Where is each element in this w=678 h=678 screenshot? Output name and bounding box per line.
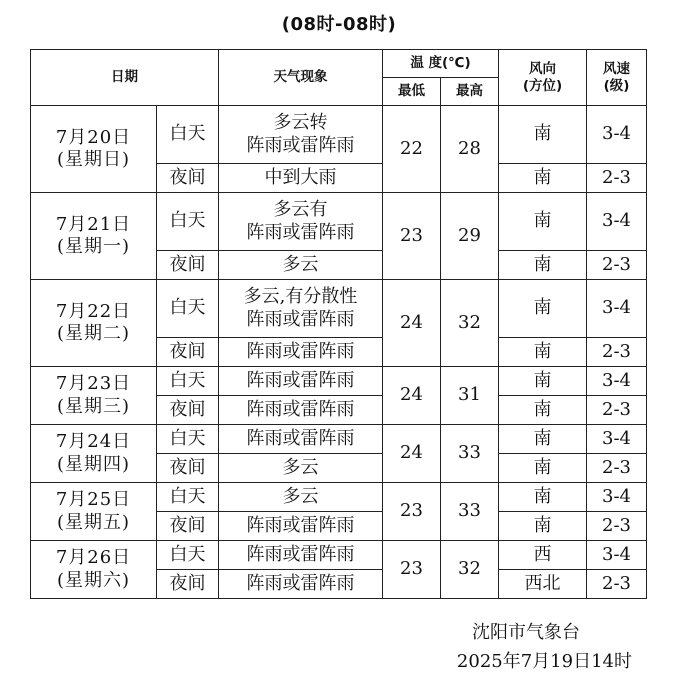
- wind-speed-night: 2-3: [587, 570, 647, 599]
- weather-night-cell: [219, 570, 383, 599]
- period-day-label: 白天: [157, 425, 219, 454]
- header-temperature: 温 度(℃): [383, 50, 499, 78]
- weather-day-cell: [219, 193, 383, 251]
- weather-line: 阵雨或雷阵雨: [246, 514, 355, 536]
- forecast-row-day: [31, 367, 647, 396]
- forecast-table-header: [31, 50, 647, 106]
- weather-line: 阵雨或雷阵雨: [246, 427, 355, 449]
- weather-line: 阵雨或雷阵雨: [246, 572, 355, 594]
- header-temp-max: 最高: [441, 78, 499, 106]
- header-wind-speed-unit: (级): [603, 77, 630, 94]
- wind-speed-day: 3-4: [587, 541, 647, 570]
- wind-speed-night: 2-3: [587, 164, 647, 193]
- temp-min-value: 23: [383, 483, 441, 541]
- date-cell: [31, 425, 157, 483]
- temp-max-value: 33: [441, 425, 499, 483]
- wind-direction-night: 南: [499, 512, 587, 541]
- temp-min-value: 22: [383, 106, 441, 193]
- period-night-label: 夜间: [157, 251, 219, 280]
- weather-line: 多云: [282, 485, 319, 507]
- weather-day-cell: [219, 106, 383, 164]
- period-day-label: 白天: [157, 106, 219, 164]
- period-night-label: 夜间: [157, 164, 219, 193]
- wind-speed-day: 3-4: [587, 425, 647, 454]
- weather-night-cell: [219, 164, 383, 193]
- forecast-title: (08时-08时): [281, 14, 397, 35]
- forecast-row-day: [31, 280, 647, 338]
- weather-night-cell: [219, 512, 383, 541]
- weekday-label: (星期三): [56, 395, 131, 417]
- weather-line: 多云: [282, 253, 319, 275]
- period-day-label: 白天: [157, 280, 219, 338]
- weather-night-cell: [219, 396, 383, 425]
- date-label: 7月26日: [55, 547, 132, 568]
- wind-speed-day: 3-4: [587, 483, 647, 512]
- temp-min-value: 24: [383, 280, 441, 367]
- weather-night-cell: [219, 251, 383, 280]
- date-label: 7月25日: [55, 489, 132, 510]
- weather-line: 中到大雨: [264, 166, 337, 188]
- wind-direction-day: 南: [499, 425, 587, 454]
- temp-max-value: 32: [441, 280, 499, 367]
- period-night-label: 夜间: [157, 454, 219, 483]
- period-night-label: 夜间: [157, 338, 219, 367]
- period-night-label: 夜间: [157, 570, 219, 599]
- weekday-label: (星期日): [56, 149, 131, 170]
- forecast-row-day: [31, 425, 647, 454]
- weekday-label: (星期二): [56, 323, 131, 344]
- weather-day-cell: [219, 280, 383, 338]
- temp-min-value: 24: [383, 425, 441, 483]
- header-weather: 天气现象: [219, 50, 383, 106]
- wind-speed-day: 3-4: [587, 193, 647, 251]
- weather-line: 多云转: [273, 112, 328, 133]
- wind-direction-day: 南: [499, 193, 587, 251]
- weather-line: 多云有: [273, 199, 328, 220]
- wind-direction-night: 南: [499, 454, 587, 483]
- forecast-table: [30, 49, 647, 599]
- weather-line: 多云: [282, 456, 319, 478]
- wind-speed-night: 2-3: [587, 512, 647, 541]
- date-cell: [31, 367, 157, 425]
- period-day-label: 白天: [157, 483, 219, 512]
- period-day-label: 白天: [157, 541, 219, 570]
- header-date: 日期: [31, 50, 219, 106]
- wind-speed-day: 3-4: [587, 280, 647, 338]
- wind-speed-night: 2-3: [587, 251, 647, 280]
- temp-max-value: 32: [441, 541, 499, 599]
- weather-day-cell: [219, 425, 383, 454]
- weather-line: 阵雨或雷阵雨: [246, 369, 355, 391]
- weather-night-cell: [219, 454, 383, 483]
- weekday-label: (星期一): [56, 236, 131, 257]
- weather-line: 多云,有分散性: [243, 286, 358, 307]
- wind-direction-night: 南: [499, 338, 587, 367]
- weather-line: 阵雨或雷阵雨: [246, 134, 355, 156]
- weather-line: 阵雨或雷阵雨: [246, 398, 355, 420]
- date-cell: [31, 541, 157, 599]
- wind-direction-night: 南: [499, 251, 587, 280]
- issuer-name: 沈阳市气象台: [472, 622, 580, 643]
- weather-line: 阵雨或雷阵雨: [246, 543, 355, 565]
- wind-speed-night: 2-3: [587, 454, 647, 483]
- date-cell: [31, 483, 157, 541]
- forecast-row-day: [31, 193, 647, 251]
- weather-night-cell: [219, 338, 383, 367]
- wind-direction-night: 西北: [499, 570, 587, 599]
- temp-min-value: 23: [383, 193, 441, 280]
- weekday-label: (星期六): [56, 569, 131, 591]
- forecast-table-body: [31, 106, 647, 599]
- issued-time: 2025年7月19日14时: [456, 651, 632, 672]
- header-wind-speed: [587, 50, 647, 106]
- forecast-row-day: [31, 106, 647, 164]
- wind-direction-day: 南: [499, 106, 587, 164]
- forecast-row-day: [31, 483, 647, 512]
- period-day-label: 白天: [157, 367, 219, 396]
- wind-speed-night: 2-3: [587, 396, 647, 425]
- wind-direction-day: 西: [499, 541, 587, 570]
- temp-min-value: 24: [383, 367, 441, 425]
- temp-max-value: 33: [441, 483, 499, 541]
- wind-direction-day: 南: [499, 367, 587, 396]
- date-label: 7月21日: [55, 213, 132, 235]
- wind-speed-day: 3-4: [587, 367, 647, 396]
- date-label: 7月22日: [55, 300, 132, 322]
- weather-line: 阵雨或雷阵雨: [246, 340, 355, 362]
- date-cell: [31, 193, 157, 280]
- temp-max-value: 29: [441, 193, 499, 280]
- header-wind-direction: [499, 50, 587, 106]
- weather-line: 阵雨或雷阵雨: [246, 308, 355, 330]
- header-wind-direction-unit: (方位): [522, 77, 563, 94]
- weather-line: 阵雨或雷阵雨: [246, 221, 355, 243]
- wind-direction-night: 南: [499, 396, 587, 425]
- temp-max-value: 31: [441, 367, 499, 425]
- header-wind-direction-title: 风向: [529, 60, 557, 77]
- temp-min-value: 23: [383, 541, 441, 599]
- weather-day-cell: [219, 367, 383, 396]
- date-cell: [31, 106, 157, 193]
- period-day-label: 白天: [157, 193, 219, 251]
- date-cell: [31, 280, 157, 367]
- period-night-label: 夜间: [157, 512, 219, 541]
- wind-direction-day: 南: [499, 483, 587, 512]
- weather-day-cell: [219, 483, 383, 512]
- weekday-label: (星期四): [56, 453, 131, 475]
- weather-day-cell: [219, 541, 383, 570]
- date-label: 7月24日: [55, 431, 132, 452]
- date-label: 7月23日: [55, 373, 132, 394]
- wind-direction-day: 南: [499, 280, 587, 338]
- weekday-label: (星期五): [56, 511, 131, 533]
- wind-direction-night: 南: [499, 164, 587, 193]
- wind-speed-night: 2-3: [587, 338, 647, 367]
- date-label: 7月20日: [55, 126, 132, 148]
- header-wind-speed-title: 风速: [603, 60, 631, 77]
- period-night-label: 夜间: [157, 396, 219, 425]
- temp-max-value: 28: [441, 106, 499, 193]
- forecast-row-day: [31, 541, 647, 570]
- header-temp-min: 最低: [383, 78, 441, 106]
- wind-speed-day: 3-4: [587, 106, 647, 164]
